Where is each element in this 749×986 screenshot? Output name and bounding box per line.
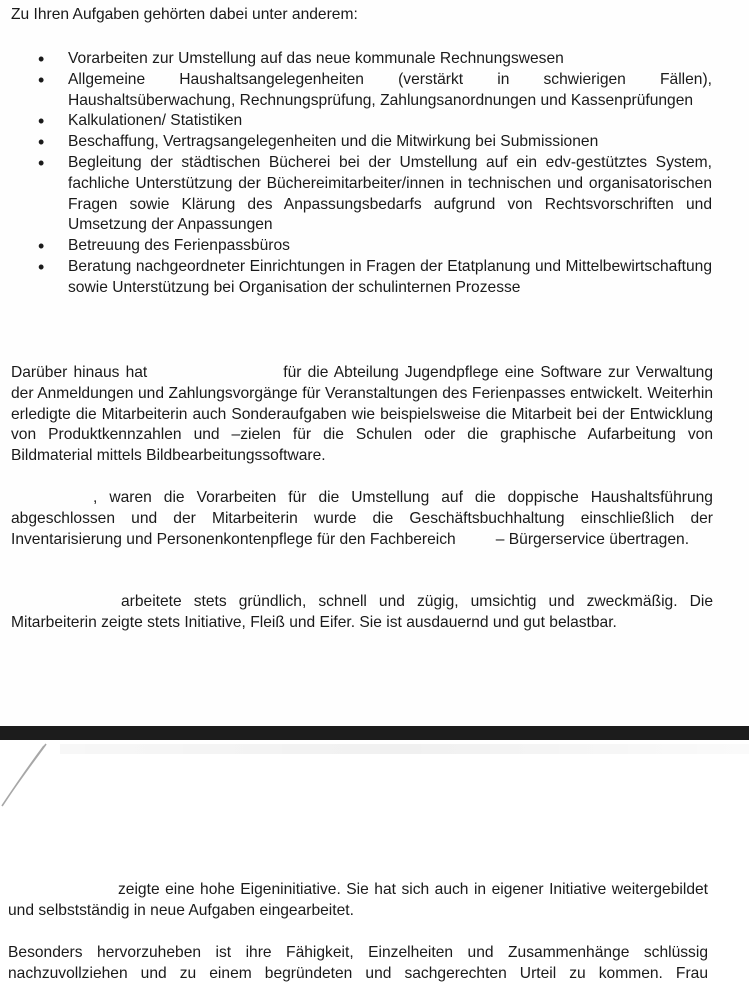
task-item: • Begleitung der städtischen Bücherei bei der Umstellung auf ein edv-gestütztes System, fachliche Unterstützung der Büchereimitarbeiter/innen in technischen und organisatorischen Fragen sowie Klärung des Anpassungsbedarfs aufgrund von Rechtsvorschriften und Umsetzung der Anpassungen — [0, 153, 712, 236]
paragraph-software-rest: für die Abteilung Jugendpflege eine Software zur Verwaltung der Anmeldungen und Zahlungsvorgänge für Veranstaltungen des Ferienpasses entwickelt. Weiterhin erledigte die Mitarbeiterin auch Sonderaufgaben wie beispielsweise die Mitarbeit bei der Entwicklung von Produktkennzahlen und –zielen für die Schulen oder die graphische Aufarbeitung von Bildmaterial mittels Bildbearbeitungssoftware. — [11, 364, 713, 465]
paragraph-work-quality-text — [11, 592, 713, 634]
paragraph-initiative — [8, 880, 708, 922]
paragraph-judgement-text: Besonders hervorzuheben ist ihre Fähigkeit, Einzelheiten und Zusammenhänge schlüssig nachzuvollziehen und zu einem begründeten und sachgerechten Urteil zu kommen. Frau — [8, 944, 708, 982]
scan-bleed-through — [60, 744, 749, 754]
paragraph-initiative-text — [8, 880, 708, 922]
intro-text: Zu Ihren Aufgaben gehörten dabei unter anderem: — [11, 6, 358, 23]
task-item: • Kalkulationen/ Statistiken — [0, 111, 712, 132]
task-item: • Beschaffung, Vertragsangelegenheiten und die Mitwirkung bei Submissionen — [0, 132, 712, 153]
intro-line — [11, 5, 711, 26]
paragraph-work-quality — [11, 592, 713, 634]
paragraph-judgement — [8, 943, 708, 985]
task-item: • Beratung nachgeordneter Einrichtungen in Fragen der Etatplanung und Mittelbewirtschaftung sowie Unterstützung bei Organisation der schulinternen Prozesse — [0, 257, 712, 299]
paragraph-software — [11, 363, 713, 467]
scan-mark — [0, 742, 60, 812]
paragraph-doppik-text — [11, 488, 713, 550]
task-item: • Allgemeine Haushaltsangelegenheiten (verstärkt in schwierigen Fällen), Haushaltsüberwachung, Rechnungsprüfung, Zahlungsanordnungen und Kassenprüfungen — [0, 70, 712, 112]
paragraph-software-text — [11, 363, 713, 467]
task-item: • Betreuung des Ferienpassbüros — [0, 236, 712, 257]
paragraph-doppik-end: – Bürgerservice übertragen. — [495, 530, 690, 548]
paragraph-doppik — [11, 488, 713, 550]
task-list — [0, 49, 712, 299]
paragraph-work-quality-body: arbeitete stets gründlich, schnell und zügig, umsichtig und zweckmäßig. Die Mitarbeiterin zeigte stets Initiative, Fleiß und Eifer. Sie ist ausdauernd und gut belastbar. — [11, 593, 713, 631]
paragraph-doppik-middle: waren die Vorarbeiten für die Umstellung auf die doppische Haushaltsführung abgeschlossen und der Mitarbeiterin wurde die Geschäftsbuchhaltung einschließlich der Inventarisierung und Personenkontenpflege für den Fachbereich — [11, 489, 713, 548]
paragraph-initiative-body: zeigte eine hohe Eigeninitiative. Sie hat sich auch in eigener Initiative weitergebildet und selbstständig in neue Aufgaben eingearbeitet. — [8, 881, 708, 919]
paragraph-software-start: Darüber hinaus hat — [11, 364, 148, 381]
page-divider — [0, 726, 749, 740]
task-item: • Vorarbeiten zur Umstellung auf das neue kommunale Rechnungswesen — [0, 49, 712, 70]
paragraph-doppik-comma: , — [93, 489, 98, 506]
